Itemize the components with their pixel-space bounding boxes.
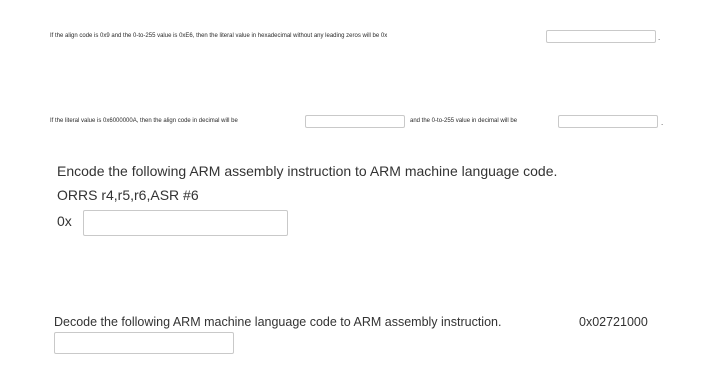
q3-title: Encode the following ARM assembly instruction to ARM machine language code. [57,163,558,179]
q1-hex-input[interactable] [546,30,656,43]
q2-text-a: If the literal value is 0x6000000A, then the align code in decimal will be [50,118,238,124]
q1-text: If the align code is 0x9 and the 0-to-255 value is 0xE6, then the literal value in hexadecimal without any leading zeros will be 0x [50,33,388,39]
q1-period: . [658,33,661,42]
q2-text-b: and the 0-to-255 value in decimal will be [410,118,518,124]
q3-machine-code-input[interactable] [83,210,288,236]
q2-align-code-input[interactable] [305,115,405,128]
q3-hex-prefix: 0x [57,213,72,229]
q3-instruction: ORRS r4,r5,r6,ASR #6 [57,187,199,203]
q4-assembly-input[interactable] [54,332,234,354]
q4-title: Decode the following ARM machine language code to ARM assembly instruction. [54,315,502,329]
q2-period: . [661,118,664,127]
q4-machine-code: 0x02721000 [579,315,648,329]
q2-value-input[interactable] [558,115,658,128]
